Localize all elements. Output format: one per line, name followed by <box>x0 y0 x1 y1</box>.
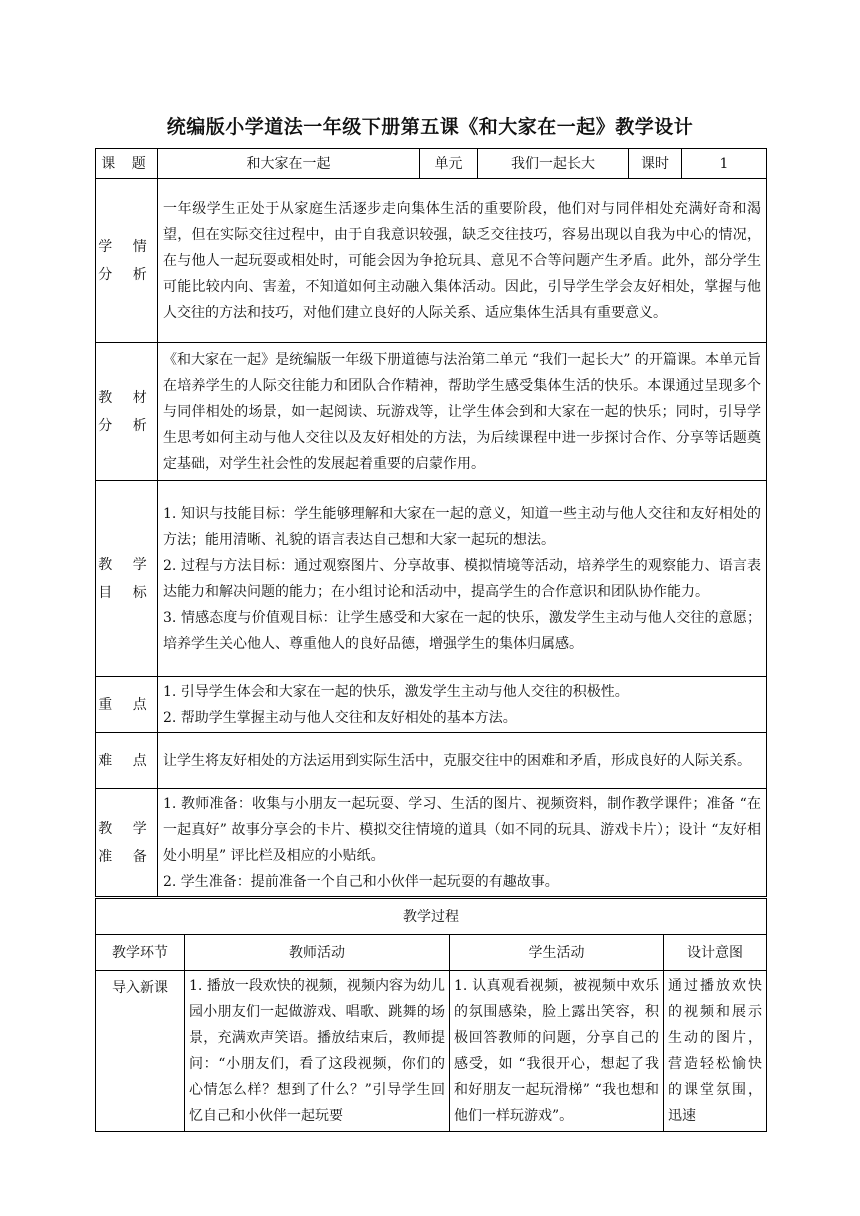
info-row <box>96 149 767 179</box>
section-label-text: 教 学 准 备 <box>98 820 155 865</box>
process-header-row <box>96 935 767 971</box>
section-paragraph: 2. 学生准备：提前准备一个自己和小伙伴一起玩耍的有趣故事。 <box>163 873 559 890</box>
section-label-text: 重 点 <box>98 696 155 713</box>
section-row-student-analysis <box>96 179 767 343</box>
section-row-key-points <box>96 677 767 733</box>
student-activity: 1. 认真观看视频，被视频中欢乐的氛围感染，脸上露出笑容，积极回答教师的问题，分享自己的感受，如 “我很开心，想起了我和好朋友一起玩滑梯” “我也想和他们一样玩游戏”。 <box>450 971 664 1132</box>
section-content <box>158 677 767 733</box>
section-content <box>158 789 767 897</box>
header-student: 学生活动 <box>450 935 664 971</box>
unit-value: 我们一起长大 <box>478 149 629 179</box>
teaching-process-table <box>95 898 767 1132</box>
section-label <box>96 677 158 733</box>
section-paragraph: 让学生将友好相处的方法运用到实际生活中，克服交往中的困难和矛盾，形成良好的人际关系。 <box>163 752 751 769</box>
section-paragraph: 2. 过程与方法目标：通过观察图片、分享故事、模拟情境等活动，培养学生的观察能力、语言表达能力和解决问题的能力；在小组讨论和活动中，提高学生的合作意识和团队协作能力。 <box>163 557 761 600</box>
section-label-text: 教 学 目 标 <box>98 556 155 601</box>
hours-value: 1 <box>682 149 767 179</box>
section-paragraph: 2. 帮助学生掌握主动与他人交往和友好相处的基本方法。 <box>163 709 517 726</box>
header-teacher: 教师活动 <box>185 935 450 971</box>
course-value: 和大家在一起 <box>158 149 420 179</box>
header-segment: 教学环节 <box>96 935 185 971</box>
section-label-text: 难 点 <box>98 752 155 769</box>
design-intent: 通过播放欢快的视频和展示生动的图片，营造轻松愉快的课堂氛围，迅速 <box>664 971 767 1132</box>
section-label <box>96 733 158 789</box>
section-content <box>158 733 767 789</box>
section-row-material-analysis <box>96 343 767 481</box>
teacher-activity: 1. 播放一段欢快的视频，视频内容为幼儿园小朋友们一起做游戏、唱歌、跳舞的场景，充满欢声笑语。播放结束后，教师提问：“小朋友们，看了这段视频，你们的心情怎么样？想到了什么？”引导学生回忆自己和小伙伴一起玩要 <box>185 971 450 1132</box>
section-paragraph: 一年级学生正处于从家庭生活逐步走向集体生活的重要阶段，他们对与同伴相处充满好奇和渴望，但在实际交往过程中，由于自我意识较强，缺乏交往技巧，容易出现以自我为中心的情况，在与他人一起玩耍或相处时，可能会因为争抢玩具、意见不合等问题产生矛盾。此外，部分学生可能比较内向、害羞，不知道如何主动融入集体活动。因此，引导学生学会友好相处，掌握与他人交往的方法和技巧，对他们建立良好的人际关系、适应集体生活具有重要意义。 <box>163 200 761 321</box>
process-title-row <box>96 899 767 935</box>
process-row <box>96 971 767 1132</box>
section-row-teaching-goals <box>96 481 767 677</box>
section-label <box>96 179 158 343</box>
document-title: 统编版小学道法一年级下册第五课《和大家在一起》教学设计 <box>166 116 694 138</box>
lesson-info-table <box>95 148 767 897</box>
course-label: 课 题 <box>96 149 158 179</box>
section-row-preparation <box>96 789 767 897</box>
section-row-difficulties <box>96 733 767 789</box>
section-content <box>158 481 767 677</box>
section-paragraph: 1. 知识与技能目标：学生能够理解和大家在一起的意义，知道一些主动与他人交往和友好相处的方法；能用清晰、礼貌的语言表达自己想和大家一起玩的想法。 <box>163 505 761 548</box>
process-title: 教学过程 <box>96 899 767 935</box>
header-intent: 设计意图 <box>664 935 767 971</box>
section-paragraph: 1. 教师准备：收集与小朋友一起玩耍、学习、生活的图片、视频资料，制作教学课件；准备 “在一起真好” 故事分享会的卡片、模拟交往情境的道具（如不同的玩具、游戏卡片）；设计 “友好相处小明星” 评比栏及相应的小贴纸。 <box>163 795 761 864</box>
section-label <box>96 481 158 677</box>
section-label-text: 学 情 分 析 <box>98 238 155 283</box>
section-label <box>96 789 158 897</box>
section-content <box>158 343 767 481</box>
process-segment: 导入新课 <box>96 971 185 1132</box>
section-content <box>158 179 767 343</box>
section-label-text: 教 材 分 析 <box>98 389 155 434</box>
hours-label: 课时 <box>629 149 682 179</box>
section-paragraph: 《和大家在一起》是统编版一年级下册道德与法治第二单元 “我们一起长大” 的开篇课。本单元旨在培养学生的人际交往能力和团队合作精神，帮助学生感受集体生活的快乐。本课通过呈现多个与同伴相处的场景，如一起阅读、玩游戏等，让学生体会到和大家在一起的快乐；同时，引导学生思考如何主动与他人交往以及友好相处的方法，为后续课程中进一步探讨合作、分享等话题奠定基础，对学生社会性的发展起着重要的启蒙作用。 <box>163 351 761 472</box>
section-paragraph: 1. 引导学生体会和大家在一起的快乐，激发学生主动与他人交往的积极性。 <box>163 683 629 700</box>
section-label <box>96 343 158 481</box>
section-paragraph: 3. 情感态度与价值观目标：让学生感受和大家在一起的快乐，激发学生主动与他人交往的意愿；培养学生关心他人、尊重他人的良好品德，增强学生的集体归属感。 <box>163 609 761 652</box>
unit-label: 单元 <box>420 149 478 179</box>
